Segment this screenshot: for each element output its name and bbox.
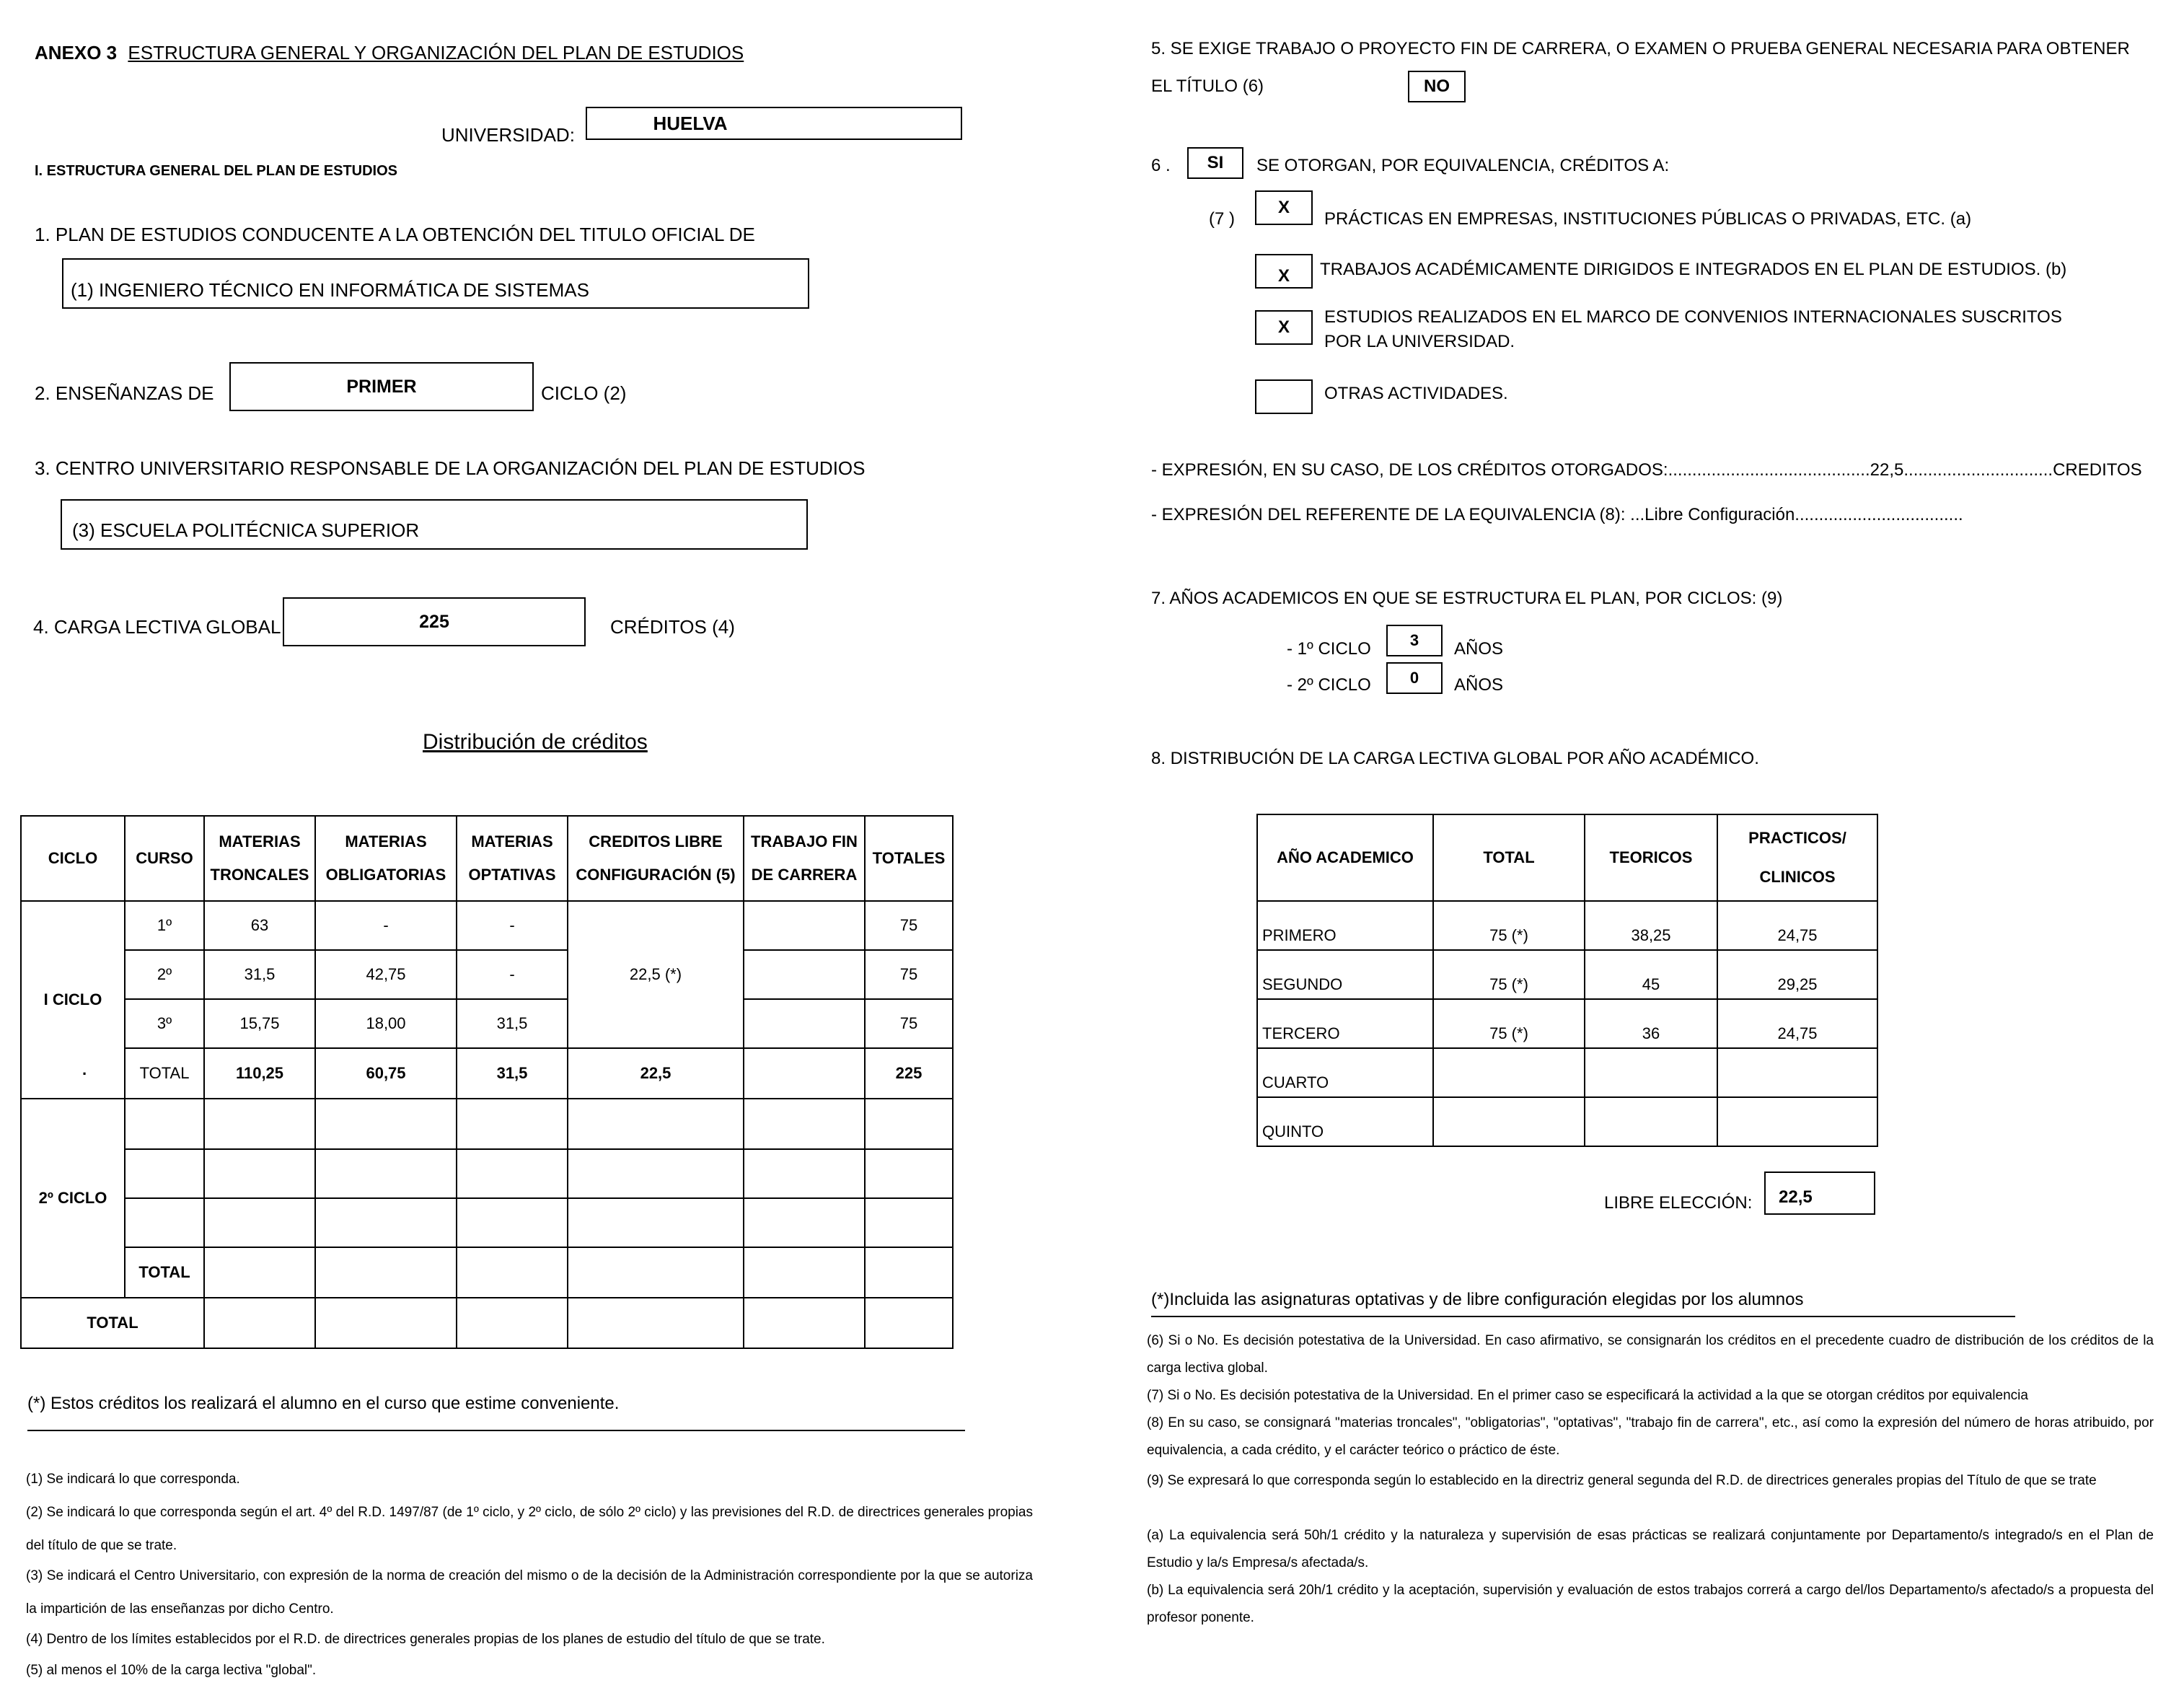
item7-prefix: (7 ) [1209,209,1235,229]
table-row [21,1198,953,1247]
option-label: PRÁCTICAS EN EMPRESAS, INSTITUCIONES PÚBLICAS O PRIVADAS, ETC. (a) [1324,209,1972,229]
option-label: ESTUDIOS REALIZADOS EN EL MARCO DE CONVENIOS INTERNACIONALES SUSCRITOS [1324,307,2062,327]
item3-label: 3. CENTRO UNIVERSITARIO RESPONSABLE DE LA ORGANIZACIÓN DEL PLAN DE ESTUDIOS [35,457,866,479]
empty-cell [204,1099,315,1149]
empty-cell [568,1149,744,1198]
right-footnote: (a) La equivalencia será 50h/1 crédito y la naturaleza y supervisión de esas prácticas se realizará conjuntamente por Departamento/s integrado/s en el Plan de Estudio y la/s Empresa/s afectada/s. [1147,1528,2154,1570]
total-cell [1433,1097,1585,1146]
empty-cell [865,1198,953,1247]
option-checkbox[interactable] [1255,379,1313,414]
item6-prefix: 6 . [1151,156,1171,175]
ciclo2-value: 0 [1409,669,1419,687]
total-cell: 75 (*) [1433,901,1585,950]
table-row [21,999,953,1048]
item4-suffix: CRÉDITOS (4) [610,616,735,638]
item6-label: SE OTORGAN, POR EQUIVALENCIA, CRÉDITOS A: [1256,156,1670,175]
empty-cell [865,1149,953,1198]
optativas-cell: - [457,950,568,999]
teoricos-cell: 36 [1585,999,1717,1048]
total-label-cell: TOTAL [125,1048,204,1099]
universidad-label: UNIVERSIDAD: [441,124,575,146]
teoricos-cell: 38,25 [1585,901,1717,950]
trabajo-cell [744,999,865,1048]
universidad-value: HUELVA [653,112,728,134]
header-total: TOTAL [1433,814,1585,901]
item5-value: NO [1424,76,1450,96]
left-footnote: (3) Se indicará el Centro Universitario, con expresión de la norma de creación del mismo o de la decisión de la Administración correspondiente por la que se autoriza la impartición de las enseñanzas por dicho Centro. [26,1568,1033,1617]
teoricos-cell [1585,1097,1717,1146]
empty-cell [865,1247,953,1298]
empty-cell [865,1099,953,1149]
table-row [21,901,953,950]
header-trabajo: TRABAJO FIN DE CARRERA [744,816,865,901]
table-row [1257,901,1877,950]
header-obligatorias: MATERIAS OBLIGATORIAS [315,816,457,901]
header-ano: AÑO ACADEMICO [1257,814,1433,901]
empty-cell [568,1198,744,1247]
empty-cell [457,1149,568,1198]
right-footnote: (9) Se expresará lo que corresponda según lo establecido en la directriz general segunda del R.D. de directrices generales propias del Título de que se trate [1147,1473,2097,1488]
empty-cell [125,1149,204,1198]
troncales-cell: 15,75 [204,999,315,1048]
total-totales: 225 [865,1048,953,1099]
ano-cell: QUINTO [1257,1097,1433,1146]
curso-cell: 2º [125,950,204,999]
empty-cell [744,1099,865,1149]
header-curso: CURSO [125,816,204,901]
left-footnote: (1) Se indicará lo que corresponda. [26,1472,240,1487]
table-row [21,1099,953,1149]
item5-line1: 5. SE EXIGE TRABAJO O PROYECTO FIN DE CARRERA, O EXAMEN O PRUEBA GENERAL NECESARIA PARA OBTENER [1151,39,2130,58]
optativas-cell: 31,5 [457,999,568,1048]
empty-cell [568,1247,744,1298]
table-row [1257,1048,1877,1097]
left-footnote: (5) al menos el 10% de la carga lectiva "global". [26,1663,317,1678]
ciclo1-label: - 1º CICLO [1287,639,1371,659]
total-cell: 75 (*) [1433,999,1585,1048]
empty-cell [568,1099,744,1149]
empty-cell [204,1198,315,1247]
year-table-header [1257,814,1877,901]
grand-total-label: TOTAL [21,1298,204,1348]
empty-cell [315,1247,457,1298]
carga-value: 225 [419,611,449,632]
expr-creditos: - EXPRESIÓN, EN SU CASO, DE LOS CRÉDITOS OTORGADOS:..........................................22,5...............................CREDITOS [1151,460,2142,480]
annex-heading: ESTRUCTURA GENERAL Y ORGANIZACIÓN DEL PLAN DE ESTUDIOS [128,42,744,63]
right-star-note: (*)Incluida las asignaturas optativas y de libre configuración elegidas por los alumnos [1151,1290,1804,1309]
practicos-cell: 24,75 [1717,999,1877,1048]
item4-label: 4. CARGA LECTIVA GLOBAL [33,616,281,638]
empty-cell [457,1198,568,1247]
optativas-cell: - [457,901,568,950]
total-libre: 22,5 [568,1048,744,1099]
empty-cell [125,1198,204,1247]
annex-number: ANEXO 3 [35,42,118,63]
ano-cell: TERCERO [1257,999,1433,1048]
table-row [1257,999,1877,1048]
obligatorias-cell: 18,00 [315,999,457,1048]
practicos-cell [1717,1048,1877,1097]
ciclo2-label: - 2º CICLO [1287,675,1371,695]
centro-value: (3) ESCUELA POLITÉCNICA SUPERIOR [72,519,420,541]
obligatorias-cell: - [315,901,457,950]
totales-cell: 75 [865,901,953,950]
empty-cell [204,1298,315,1348]
table-row [1257,950,1877,999]
right-footnote: (7) Si o No. Es decisión potestativa de la Universidad. En el primer caso se especificará la actividad a la que se otorgan créditos por equivalencia [1147,1388,2028,1403]
header-teoricos: TEORICOS [1585,814,1717,901]
header-optativas: MATERIAS OPTATIVAS [457,816,568,901]
ciclo2-anos: AÑOS [1454,675,1504,695]
empty-cell [744,1298,865,1348]
empty-cell [457,1247,568,1298]
table-row [21,1247,953,1298]
empty-cell [744,1149,865,1198]
ano-cell: SEGUNDO [1257,950,1433,999]
table-row [1257,1097,1877,1146]
totales-cell: 75 [865,950,953,999]
obligatorias-cell: 42,75 [315,950,457,999]
credits-table [20,815,954,1349]
teoricos-cell [1585,1048,1717,1097]
item8-title: 8. DISTRIBUCIÓN DE LA CARGA LECTIVA GLOBAL POR AÑO ACADÉMICO. [1151,749,1759,768]
item5-line2: EL TÍTULO (6) [1151,76,1264,96]
total-cell: 75 (*) [1433,950,1585,999]
total-cell [1433,1048,1585,1097]
right-footnote: (8) En su caso, se consignará "materias troncales", "obligatorias", "optativas", "trabajo fin de carrera", etc., así como la expresión del número de horas atribuido, por equivalencia, a cada crédito, y el carácter teórico o práctico de éste. [1147,1415,2154,1458]
totales-cell: 75 [865,999,953,1048]
expr-referente: - EXPRESIÓN DEL REFERENTE DE LA EQUIVALENCIA (8): ...Libre Configuración................................... [1151,505,1963,524]
total-troncales: 110,25 [204,1048,315,1099]
ano-cell: CUARTO [1257,1048,1433,1097]
section-i-title: I. ESTRUCTURA GENERAL DEL PLAN DE ESTUDIOS [35,163,398,179]
header-practicos: PRACTICOS/ CLINICOS [1717,814,1877,901]
empty-cell [744,1247,865,1298]
item6-value: SI [1207,153,1224,172]
year-table [1256,814,1878,1147]
table-grand-total-row [21,1298,953,1348]
curso-cell: 1º [125,901,204,950]
empty-cell [315,1149,457,1198]
option-checkbox[interactable]: X [1255,190,1313,225]
item2-label: 2. ENSEÑANZAS DE [35,382,214,404]
libre-eleccion-value: 22,5 [1779,1187,1813,1207]
empty-cell [204,1149,315,1198]
header-totales: TOTALES [865,816,953,901]
header-libre: CREDITOS LIBRE CONFIGURACIÓN (5) [568,816,744,901]
ciclo2-cell: 2º CICLO [21,1099,125,1298]
annex-title [35,42,744,64]
empty-cell [125,1099,204,1149]
table-total-row [21,1048,953,1099]
empty-cell [315,1298,457,1348]
troncales-cell: 31,5 [204,950,315,999]
item1-label: 1. PLAN DE ESTUDIOS CONDUCENTE A LA OBTENCIÓN DEL TITULO OFICIAL DE [35,224,755,245]
practicos-cell: 24,75 [1717,901,1877,950]
right-divider [1151,1316,2015,1317]
credits-table-header [21,816,953,901]
left-footnote: (2) Se indicará lo que corresponda según el art. 4º del R.D. 1497/87 (de 1º ciclo, y 2º ciclo, de sólo 2º ciclo) y las previsiones del R.D. de directrices generales propias del título de que se trate. [26,1505,1033,1553]
empty-cell [457,1298,568,1348]
distribution-title: Distribución de créditos [423,730,648,754]
troncales-cell: 63 [204,901,315,950]
item7-title: 7. AÑOS ACADEMICOS EN QUE SE ESTRUCTURA EL PLAN, POR CICLOS: (9) [1151,589,1783,608]
trabajo-cell [744,950,865,999]
teoricos-cell: 45 [1585,950,1717,999]
left-star-note: (*) Estos créditos los realizará el alumno en el curso que estime conveniente. [27,1394,620,1413]
total-trabajo [744,1048,865,1099]
libre-merged-cell: 22,5 (*) [568,901,744,1048]
ciclo1-label: I CICLO [43,990,102,1008]
item2-suffix: CICLO (2) [541,382,627,404]
left-divider [27,1430,965,1431]
table-row [21,950,953,999]
option-label: OTRAS ACTIVIDADES. [1324,384,1508,403]
left-footnote: (4) Dentro de los límites establecidos por el R.D. de directrices generales propias de los planes de estudio del título de que se trate. [26,1632,825,1647]
empty-cell [457,1099,568,1149]
ciclo1-dot: · [82,1065,88,1083]
total-optativas: 31,5 [457,1048,568,1099]
right-footnote: (6) Si o No. Es decisión potestativa de la Universidad. En caso afirmativo, se consignarán los créditos en el precedente cuadro de distribución de los créditos de la carga lectiva global. [1147,1333,2154,1376]
empty-cell [204,1247,315,1298]
ano-cell: PRIMERO [1257,901,1433,950]
header-ciclo: CICLO [21,816,125,901]
empty-cell [568,1298,744,1348]
title-value: (1) INGENIERO TÉCNICO EN INFORMÁTICA DE SISTEMAS [71,279,589,301]
ciclo2-total-label: TOTAL [125,1247,204,1298]
ciclo1-cell [21,901,125,1099]
option-label: TRABAJOS ACADÉMICAMENTE DIRIGIDOS E INTEGRADOS EN EL PLAN DE ESTUDIOS. (b) [1320,260,2067,279]
header-troncales: MATERIAS TRONCALES [204,816,315,901]
empty-cell [315,1099,457,1149]
practicos-cell: 29,25 [1717,950,1877,999]
empty-cell [315,1198,457,1247]
table-row [21,1149,953,1198]
curso-cell: 3º [125,999,204,1048]
option-checkbox[interactable]: X [1255,254,1313,289]
ciclo1-anos: AÑOS [1454,639,1504,659]
option-label-continued: POR LA UNIVERSIDAD. [1324,332,1515,351]
ciclo1-value: 3 [1409,631,1419,649]
trabajo-cell [744,901,865,950]
total-obligatorias: 60,75 [315,1048,457,1099]
practicos-cell [1717,1097,1877,1146]
option-checkbox[interactable]: X [1255,310,1313,345]
empty-cell [865,1298,953,1348]
right-footnote: (b) La equivalencia será 20h/1 crédito y la aceptación, supervisión y evaluación de estos trabajos correrá a cargo del/los Departamento/s afectado/s a propuesta del profesor ponente. [1147,1583,2154,1625]
libre-eleccion-label: LIBRE ELECCIÓN: [1604,1193,1753,1213]
ciclo-value: PRIMER [346,376,417,397]
empty-cell [744,1198,865,1247]
